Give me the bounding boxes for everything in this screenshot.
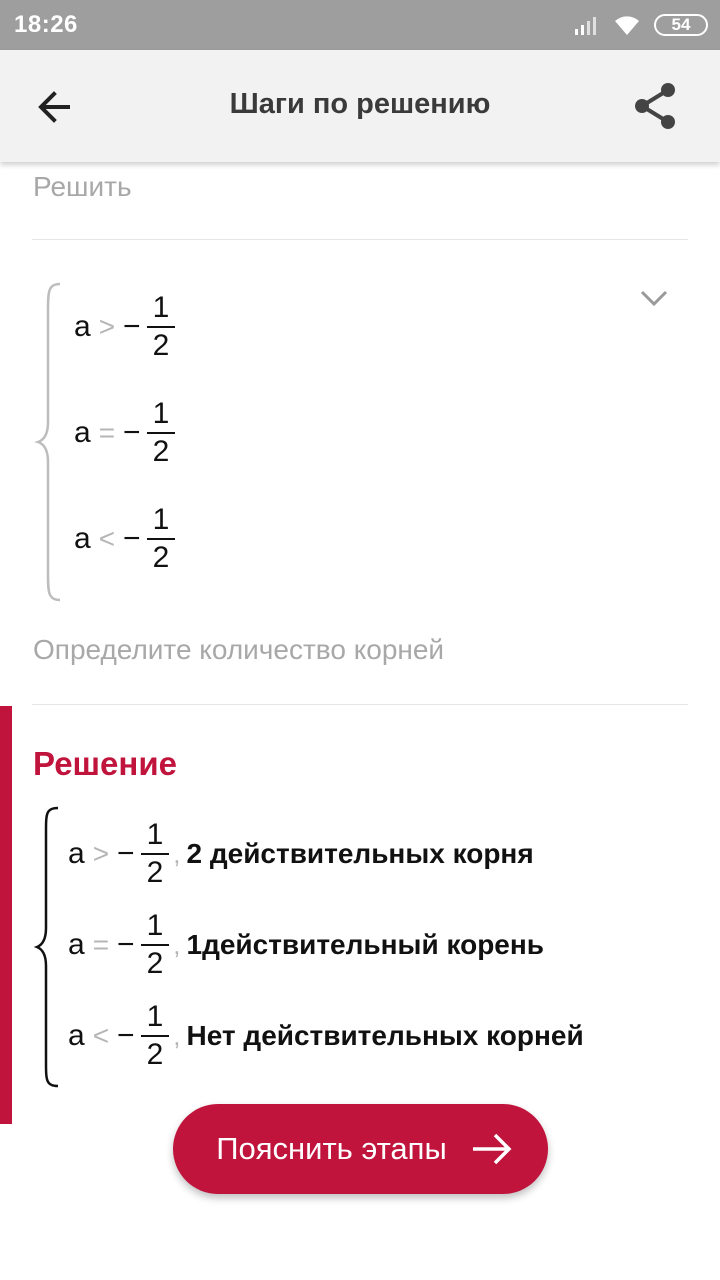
wifi-icon — [612, 13, 642, 37]
case-operator: < — [92, 1020, 110, 1051]
case-minus: − — [117, 837, 135, 870]
case-variable: a — [74, 416, 91, 449]
explain-steps-label: Пояснить этапы — [216, 1131, 447, 1166]
app-bar — [0, 50, 720, 162]
fraction-numerator: 1 — [146, 909, 164, 942]
signal-icon — [574, 14, 600, 36]
case-variable: a — [68, 837, 85, 870]
case-minus: − — [117, 1019, 135, 1052]
case-operator: > — [98, 311, 116, 342]
fraction — [141, 908, 170, 982]
chevron-down-icon[interactable] — [632, 278, 676, 318]
brace-icon — [34, 806, 62, 1088]
case-minus: − — [123, 416, 141, 449]
case-minus: − — [123, 310, 141, 343]
case-result-text: Нет действительных корней — [186, 1020, 584, 1051]
case-variable: a — [74, 310, 91, 343]
status-icons — [574, 10, 708, 40]
step-label: Решить — [33, 171, 132, 202]
step-case-row — [74, 290, 175, 364]
solution-accent-bar — [0, 706, 12, 1124]
fraction-denominator: 2 — [146, 947, 164, 980]
fraction-denominator: 2 — [152, 329, 170, 362]
case-comma: , — [173, 1020, 181, 1051]
case-comma: , — [173, 838, 181, 869]
battery-indicator: 54 — [654, 14, 708, 36]
fraction-numerator: 1 — [152, 503, 170, 536]
arrow-right-icon — [471, 1131, 515, 1167]
case-result-text: 2 действительных корня — [186, 838, 534, 869]
case-operator: < — [98, 523, 116, 554]
fraction-denominator: 2 — [152, 541, 170, 574]
step-cases — [74, 290, 274, 600]
case-operator: = — [92, 929, 110, 960]
fraction-numerator: 1 — [152, 291, 170, 324]
fraction — [141, 999, 170, 1073]
case-minus: − — [117, 928, 135, 961]
solution-case-row — [68, 999, 584, 1073]
fraction-numerator: 1 — [146, 818, 164, 851]
fraction-denominator: 2 — [152, 435, 170, 468]
solution-title: Решение — [33, 745, 177, 782]
case-variable: a — [68, 1019, 85, 1052]
brace-icon — [34, 282, 66, 602]
next-step-label: Определите количество корней — [33, 634, 445, 665]
fraction — [141, 817, 170, 891]
solution-case-row — [68, 817, 534, 891]
status-time: 18:26 — [14, 11, 78, 38]
case-operator: = — [98, 417, 116, 448]
step-case-row — [74, 396, 175, 470]
case-variable: a — [68, 928, 85, 961]
case-comma: , — [173, 929, 181, 960]
solution-case-row — [68, 908, 544, 982]
case-operator: > — [92, 838, 110, 869]
case-result-text: 1действительный корень — [186, 929, 544, 960]
fraction — [147, 502, 176, 576]
case-variable: a — [74, 522, 91, 555]
case-minus: − — [123, 522, 141, 555]
page-title: Шаги по решению — [229, 88, 491, 120]
fraction-numerator: 1 — [146, 1000, 164, 1033]
fraction — [147, 396, 176, 470]
fraction-denominator: 2 — [146, 856, 164, 889]
fraction-numerator: 1 — [152, 397, 170, 430]
divider — [32, 704, 688, 705]
divider — [32, 239, 688, 240]
fraction — [147, 290, 176, 364]
status-bar — [0, 0, 720, 50]
explain-steps-button[interactable] — [173, 1104, 548, 1194]
solution-cases — [68, 817, 708, 1087]
step-case-row — [74, 502, 175, 576]
fraction-denominator: 2 — [146, 1038, 164, 1071]
share-icon[interactable] — [630, 80, 682, 132]
